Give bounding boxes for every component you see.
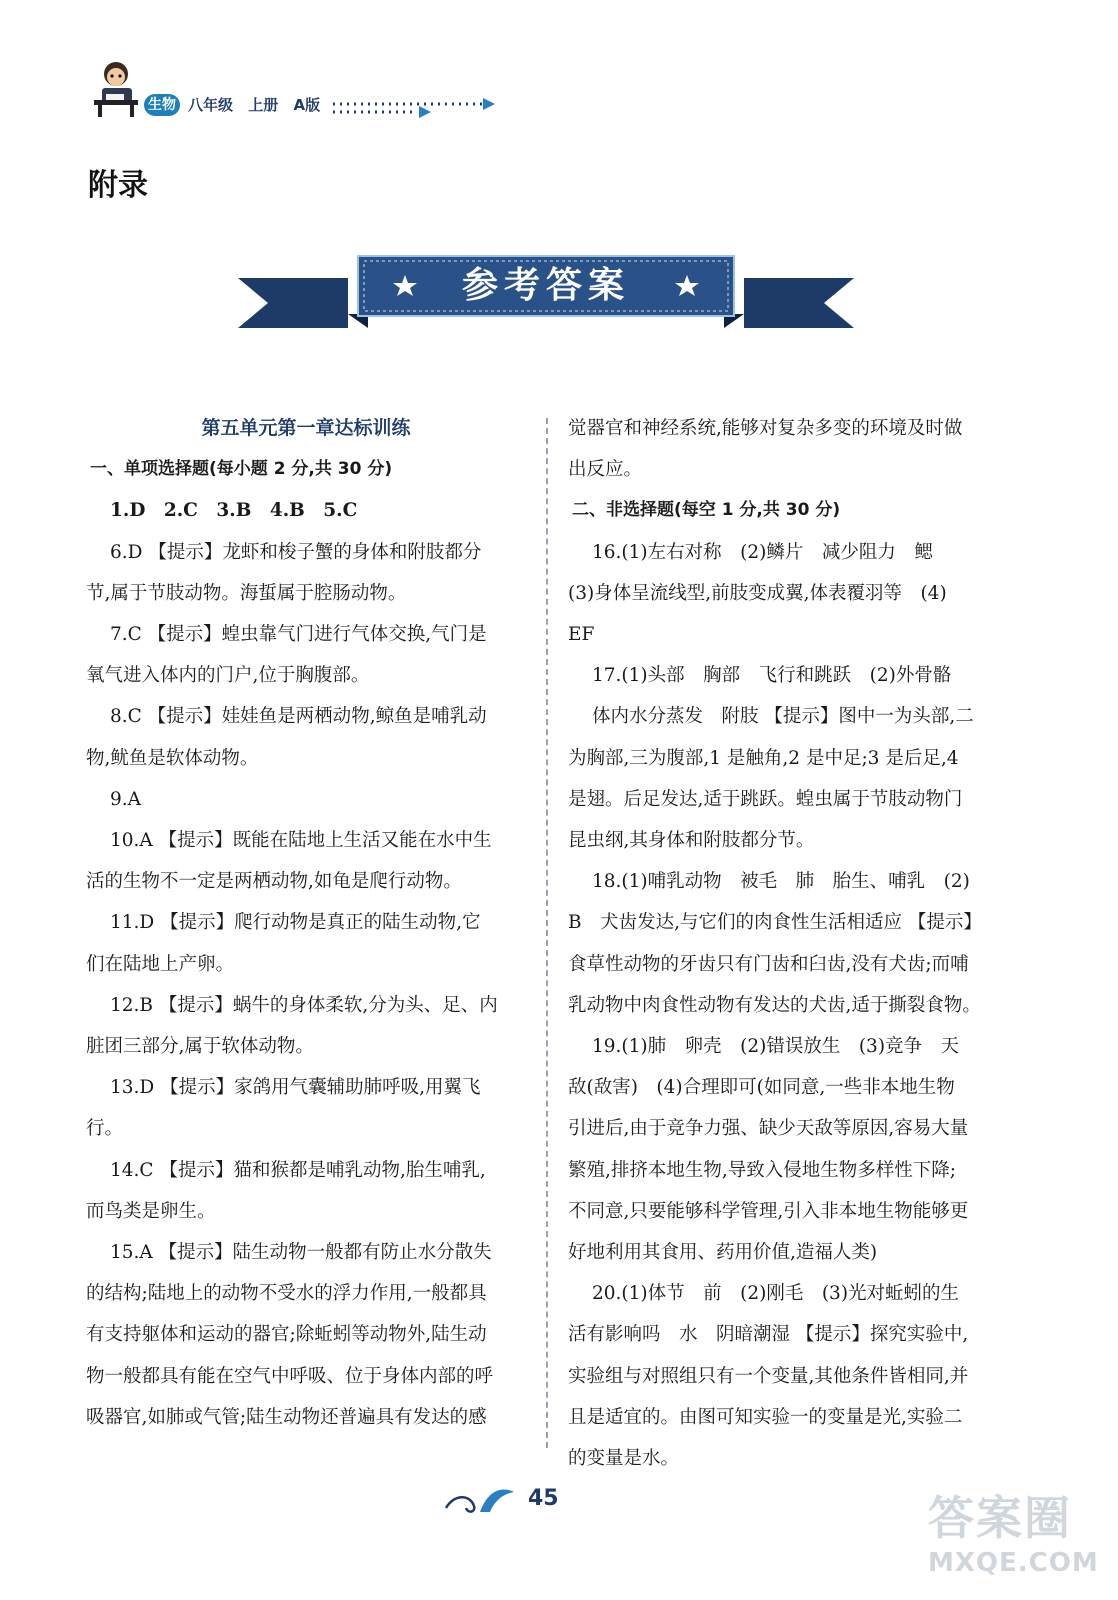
grade-label: 八年级 bbox=[188, 96, 234, 114]
answer-line: 食草性动物的牙齿只有门齿和臼齿,没有犬齿;而哺 bbox=[568, 953, 969, 975]
answer-line: 节,属于节肢动物。海蜇属于腔肠动物。 bbox=[86, 582, 407, 604]
student-mascot-icon bbox=[88, 58, 140, 120]
column-divider bbox=[546, 418, 548, 1448]
answer-line: 脏团三部分,属于软体动物。 bbox=[86, 1036, 314, 1058]
watermark-logo bbox=[918, 1482, 1118, 1592]
volume-label: 上册 bbox=[248, 96, 279, 114]
answer-banner bbox=[238, 250, 854, 330]
answer-line: 是翅。后足发达,适于跳跃。蝗虫属于节肢动物门 bbox=[568, 788, 963, 810]
answer-line: 体内水分蒸发 附肢 【提示】图中一为头部,二 bbox=[592, 706, 974, 728]
banner-title: 参考答案 bbox=[461, 265, 630, 306]
answer-line: 觉器官和神经系统,能够对复杂多变的环境及时做 bbox=[568, 418, 963, 439]
book-info bbox=[188, 94, 330, 116]
answer-line: 10.A 【提示】既能在陆地上生活又能在水中生 bbox=[110, 830, 492, 852]
answer-line: 们在陆地上产卵。 bbox=[86, 953, 235, 975]
watermark-text: 答案圈 bbox=[928, 1491, 1072, 1545]
answer-line: 9.A bbox=[110, 788, 142, 810]
answer-line: 19.(1)肺 卵壳 (2)错误放生 (3)竞争 天 bbox=[592, 1036, 960, 1058]
answer-line: 7.C 【提示】蝗虫靠气门进行气体交换,气门是 bbox=[110, 624, 487, 646]
part2-heading: 二、非选择题(每空 1 分,共 30 分) bbox=[572, 500, 841, 521]
answer-line: 敌(敌害) (4)合理即可(如同意,一些非本地生物 bbox=[568, 1077, 955, 1099]
answer-line: 17.(1)头部 胸部 飞行和跳跃 (2)外骨骼 bbox=[592, 665, 952, 687]
answer-line: 活有影响吗 水 阴暗潮湿 【提示】探究实验中, bbox=[568, 1324, 969, 1346]
answer-line: 不同意,只要能够科学管理,引入非本地生物能够更 bbox=[568, 1200, 969, 1222]
answer-line: 出反应。 bbox=[568, 459, 643, 481]
answer-line: 而鸟类是卵生。 bbox=[86, 1200, 216, 1222]
left-column bbox=[86, 408, 526, 1438]
page-footer bbox=[440, 1482, 680, 1522]
answer-line: 8.C 【提示】娃娃鱼是两栖动物,鲸鱼是哺乳动 bbox=[110, 706, 487, 728]
answer-line: 的结构;陆地上的动物不受水的浮力作用,一般都具 bbox=[86, 1283, 487, 1305]
answer-line: 繁殖,排挤本地生物,导致入侵地生物多样性下降; bbox=[568, 1159, 956, 1181]
appendix-title: 附录 bbox=[88, 168, 148, 203]
answer-line: EF bbox=[568, 624, 595, 646]
answer-line: 实验组与对照组只有一个变量,其他条件皆相同,并 bbox=[568, 1365, 969, 1387]
part1-heading: 一、单项选择题(每小题 2 分,共 30 分) bbox=[90, 459, 393, 480]
answer-line: 11.D 【提示】爬行动物是真正的陆生动物,它 bbox=[110, 912, 481, 934]
answer-line: 行。 bbox=[86, 1118, 124, 1140]
answer-line: 昆虫纲,其身体和附肢都分节。 bbox=[568, 830, 815, 852]
answer-line: 为胸部,三为腹部,1 是触角,2 是中足;3 是后足,4 bbox=[568, 747, 959, 769]
right-column bbox=[568, 408, 1008, 1479]
answer-line: 有支持躯体和运动的器官;除蚯蚓等动物外,陆生动 bbox=[86, 1324, 487, 1346]
answer-line: 氧气进入体内的门户,位于胸腹部。 bbox=[86, 665, 370, 687]
answer-line: 的变量是水。 bbox=[568, 1448, 680, 1470]
answer-line: 18.(1)哺乳动物 被毛 肺 胎生、哺乳 (2) bbox=[592, 871, 970, 893]
answer-line: 20.(1)体节 前 (2)刚毛 (3)光对蚯蚓的生 bbox=[592, 1283, 960, 1305]
answer-line: 活的生物不一定是两栖动物,如龟是爬行动物。 bbox=[86, 871, 462, 893]
dotted-arrow-icon bbox=[333, 98, 508, 124]
page-number: 45 bbox=[528, 1486, 559, 1511]
answer-line: 15.A 【提示】陆生动物一般都有防止水分散失 bbox=[110, 1242, 492, 1264]
swirl-ornament-icon bbox=[440, 1482, 520, 1518]
answer-line: (3)身体呈流线型,前肢变成翼,体表覆羽等 (4) bbox=[568, 582, 947, 604]
answer-line: 且是适宜的。由图可知实验一的变量是光,实验二 bbox=[568, 1406, 963, 1428]
answer-line: 6.D 【提示】龙虾和梭子蟹的身体和附肢都分 bbox=[110, 541, 482, 563]
watermark-url: MXQE.COM bbox=[928, 1548, 1099, 1578]
edition-label: A版 bbox=[293, 96, 321, 114]
answer-line: B 犬齿发达,与它们的肉食性生活相适应 【提示】 bbox=[568, 912, 982, 934]
answer-line: 乳动物中肉食性动物有发达的犬齿,适于撕裂食物。 bbox=[568, 994, 981, 1016]
answer-line: 好地利用其食用、药用价值,造福人类) bbox=[568, 1242, 878, 1264]
answer-line: 引进后,由于竞争力强、缺少天敌等原因,容易大量 bbox=[568, 1118, 969, 1140]
answer-line: 16.(1)左右对称 (2)鳞片 减少阻力 鳃 bbox=[592, 541, 933, 563]
subject-badge: 生物 bbox=[144, 94, 180, 116]
answer-line: 吸器官,如肺或气管;陆生动物还普遍具有发达的感 bbox=[86, 1406, 487, 1428]
answer-line: 物一般都具有能在空气中呼吸、位于身体内部的呼 bbox=[86, 1365, 494, 1387]
answer-line: 物,鱿鱼是软体动物。 bbox=[86, 747, 259, 769]
answer-line: 1.D 2.C 3.B 4.B 5.C bbox=[110, 500, 358, 522]
section-title: 第五单元第一章达标训练 bbox=[201, 417, 411, 439]
page-header bbox=[88, 58, 518, 128]
answer-line: 13.D 【提示】家鸽用气囊辅助肺呼吸,用翼飞 bbox=[110, 1077, 481, 1099]
answer-line: 12.B 【提示】蜗牛的身体柔软,分为头、足、内 bbox=[110, 994, 498, 1016]
answer-line: 14.C 【提示】猫和猴都是哺乳动物,胎生哺乳, bbox=[110, 1159, 486, 1181]
